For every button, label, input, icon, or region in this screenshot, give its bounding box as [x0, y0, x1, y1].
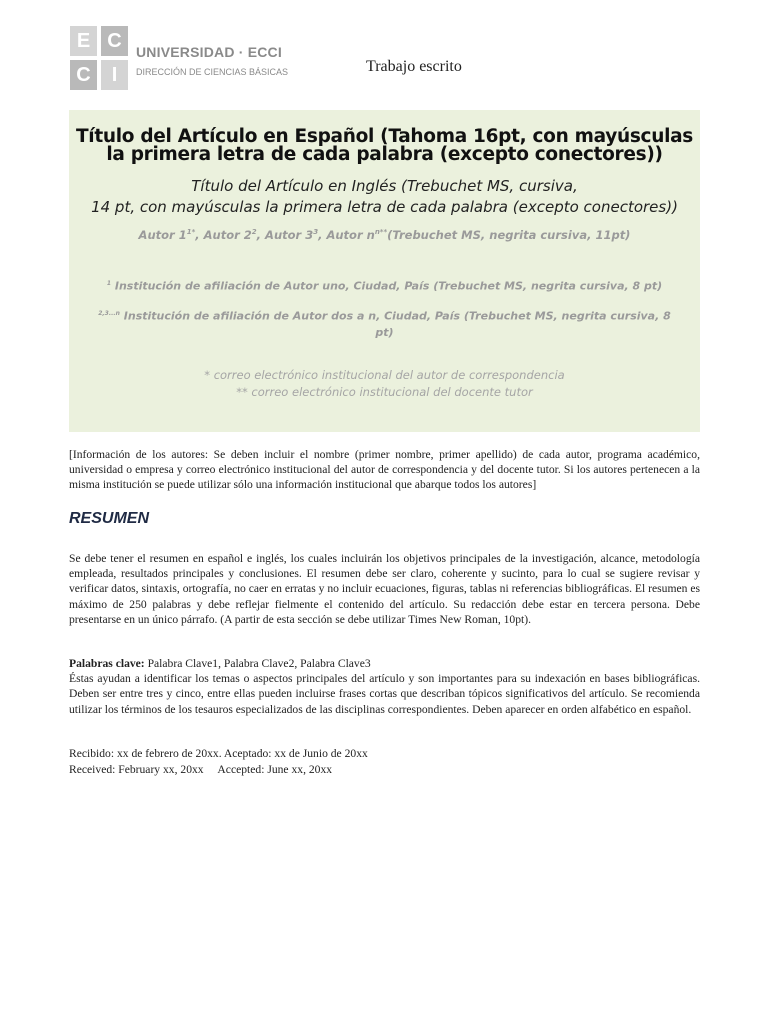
- author-2-sup: 2: [251, 228, 257, 237]
- resumen-heading: RESUMEN: [69, 510, 150, 527]
- institution-2-text: Institución de afiliación de Autor dos a n, Ciudad, País (Trebuchet MS, negrita cursiva, 8 pt): [119, 309, 671, 339]
- author-list: [69, 228, 700, 242]
- dates-section: [69, 746, 368, 778]
- keywords-values: Palabra Clave1, Palabra Clave2, Palabra Clave3: [144, 657, 371, 670]
- author-format-note: (Trebuchet MS, negrita cursiva, 11pt): [387, 228, 631, 242]
- author-n: , Autor n: [318, 228, 375, 242]
- institution-2: [89, 306, 680, 341]
- document-type: Trabajo escrito: [366, 58, 462, 75]
- author-1: Autor 1: [138, 228, 187, 242]
- institution-1: [89, 276, 680, 295]
- university-logo: [70, 26, 290, 94]
- logo-letter-i: I: [101, 60, 128, 90]
- university-name: UNIVERSIDAD · ECCI: [136, 44, 282, 60]
- logo-mark: [70, 26, 128, 90]
- dates-english: Received: February xx, 20xx Accepted: June xx, 20xx: [69, 763, 333, 776]
- institution-1-text: Institución de afiliación de Autor uno, Ciudad, País (Trebuchet MS, negrita cursiva, 8 pt): [111, 279, 663, 293]
- tutor-email-note: ** correo electrónico institucional del docente tutor: [236, 385, 533, 399]
- author-2: , Autor 2: [195, 228, 252, 242]
- logo-letter-e: E: [70, 26, 97, 56]
- logo-letter-c2: C: [70, 60, 97, 90]
- title-english: [69, 176, 700, 218]
- dates-spanish: Recibido: xx de febrero de 20xx. Aceptado: xx de Junio de 20xx: [69, 747, 368, 760]
- logo-letter-c1: C: [101, 26, 128, 56]
- abstract-paragraph: Se debe tener el resumen en español e inglés, los cuales incluirán los objetivos principales de la investigación, alcance, metodología empleada, resultados principales y conclusiones. El resumen debe ser claro, coherente y sucinto, para lo cual se sugiere revisar y verificar datos, sintaxis, ortografía, no caer en erratas y no incluir ecuaciones, figuras, tablas ni referencias bibliográficas. El resumen es máximo de 250 palabras y debe reflejar fielmente el contenido del artículo. Su redacción debe estar en tercera persona. Debe presentarse en un único párrafo. (A partir de esta sección se debe utilizar Times New Roman, 10pt).: [69, 552, 700, 626]
- title-spanish: Título del Artículo en Español (Tahoma 16pt, con mayúsculas la primera letra de cada palabra (excepto conectores)): [75, 126, 694, 165]
- title-block: [69, 110, 700, 432]
- author-n-sup: n**: [374, 228, 388, 237]
- author-3-sup: 3: [313, 228, 319, 237]
- keywords-description: Éstas ayudan a identificar los temas o aspectos principales del artículo y son importantes para su indexación en bases bibliográficas. Deben ser entre tres y cinco, entre ellas pueden incluirse frases cortas que describan tópicos significativos del artículo. Se recomienda utilizar los términos de los tesauros especializados de las disciplinas correspondientes. Deben aparecer en orden alfabético en español.: [69, 672, 700, 716]
- authors-information: [Información de los autores: Se deben incluir el nombre (primer nombre, primer apellido) de cada autor, programa académico, universidad o empresa y correo electrónico institucional del autor de correspondencia y del docente tutor. Si los autores pertenecen a la misma institución se puede utilizar sólo una información institucional que abarque todos los autores]: [69, 448, 700, 492]
- title-english-line2: 14 pt, con mayúsculas la primera letra de cada palabra (excepto conectores)): [91, 198, 678, 216]
- author-1-sup: 1*: [186, 228, 196, 237]
- title-english-line1: Título del Artículo en Inglés (Trebuchet MS, cursiva,: [191, 177, 578, 195]
- author-3: , Autor 3: [256, 228, 314, 242]
- department-name: DIRECCIÓN DE CIENCIAS BÁSICAS: [136, 67, 289, 77]
- keywords-section: [69, 656, 700, 717]
- correspondence-email-note: * correo electrónico institucional del autor de correspondencia: [204, 368, 565, 382]
- institution-2-sup: 2,3...n: [98, 310, 120, 317]
- institution-1-sup: 1: [106, 280, 112, 287]
- keywords-label: Palabras clave:: [69, 657, 145, 670]
